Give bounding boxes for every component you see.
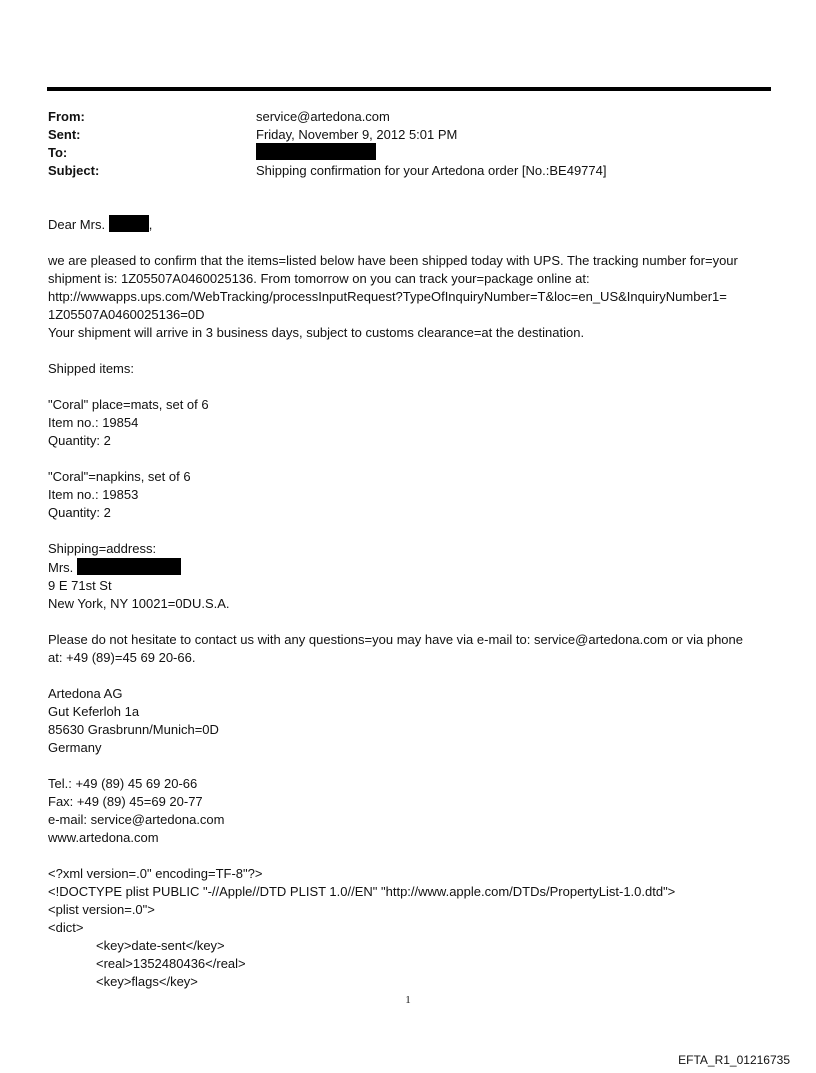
- contact-line: at: +49 (89)=45 69 20-66.: [48, 650, 196, 665]
- xml-line: <dict>: [48, 920, 84, 935]
- to-label: To:: [48, 145, 68, 160]
- to-redaction: [256, 143, 376, 160]
- contact-line: Please do not hesitate to contact us with any questions=you may have via e-mail to: service@artedona.com or via phone: [48, 632, 743, 647]
- item-name: "Coral" place=mats, set of 6: [48, 397, 209, 412]
- shipping-name: [48, 558, 774, 577]
- item-quantity: Quantity: 2: [48, 433, 111, 448]
- intro-line: shipment is: 1Z05507A0460025136. From tomorrow on you can track your=package online at:: [48, 271, 590, 286]
- item-number: Item no.: 19854: [48, 415, 139, 430]
- from-label: From:: [48, 109, 85, 124]
- company-line: Artedona AG: [48, 686, 123, 701]
- company-line: Gut Keferloh 1a: [48, 704, 140, 719]
- shipping-name-prefix: Mrs.: [48, 560, 74, 575]
- redaction-box: [256, 143, 376, 160]
- greeting-prefix: Dear Mrs.: [48, 217, 106, 232]
- xml-line: <key>flags</key>: [96, 974, 198, 989]
- contact-info-line: e-mail: service@artedona.com: [48, 812, 225, 827]
- greeting-suffix: ,: [148, 217, 153, 232]
- document-id: EFTA_R1_01216735: [678, 1053, 790, 1067]
- xml-line: <?xml version=.0" encoding=TF-8"?>: [48, 866, 263, 881]
- xml-line: <!DOCTYPE plist PUBLIC "-//Apple//DTD PLIST 1.0//EN" "http://www.apple.com/DTDs/PropertyList-1.0.dtd">: [48, 884, 676, 899]
- xml-line: <plist version=.0">: [48, 902, 155, 917]
- shipped-items-heading: Shipped items:: [48, 361, 134, 376]
- subject-label: Subject:: [48, 163, 100, 178]
- shipping-street: 9 E 71st St: [48, 578, 112, 593]
- company-line: Germany: [48, 740, 102, 755]
- sent-value: Friday, November 9, 2012 5:01 PM: [256, 127, 458, 142]
- shipping-city: New York, NY 10021=0DU.S.A.: [48, 596, 230, 611]
- redaction-box: [109, 215, 149, 232]
- intro-line: we are pleased to confirm that the items=listed below have been shipped today with UPS. The tracking number for=your: [48, 253, 738, 268]
- xml-line: <key>date-sent</key>: [96, 938, 225, 953]
- company-line: 85630 Grasbrunn/Munich=0D: [48, 722, 219, 737]
- tracking-url-cont: 1Z05507A0460025136=0D: [48, 307, 205, 322]
- from-value: service@artedona.com: [256, 109, 390, 124]
- sent-label: Sent:: [48, 127, 81, 142]
- intro-line: Your shipment will arrive in 3 business days, subject to customs clearance=at the destination.: [48, 325, 585, 340]
- header-rule: [47, 87, 771, 91]
- email-body: [48, 215, 774, 991]
- contact-info-line: Fax: +49 (89) 45=69 20-77: [48, 794, 203, 809]
- redaction-box: [77, 558, 181, 575]
- item-quantity: Quantity: 2: [48, 505, 111, 520]
- item-name: "Coral"=napkins, set of 6: [48, 469, 191, 484]
- page-number: 1: [405, 994, 411, 1006]
- tracking-url: http://wwwapps.ups.com/WebTracking/processInputRequest?TypeOfInquiryNumber=T&loc=en_US&InquiryNumber1=: [48, 289, 727, 304]
- xml-line: <real>1352480436</real>: [96, 956, 246, 971]
- subject-value: Shipping confirmation for your Artedona order [No.:BE49774]: [256, 163, 607, 178]
- greeting: [48, 215, 774, 234]
- contact-info-line: www.artedona.com: [48, 830, 159, 845]
- shipping-heading: Shipping=address:: [48, 541, 157, 556]
- item-number: Item no.: 19853: [48, 487, 139, 502]
- contact-info-line: Tel.: +49 (89) 45 69 20-66: [48, 776, 198, 791]
